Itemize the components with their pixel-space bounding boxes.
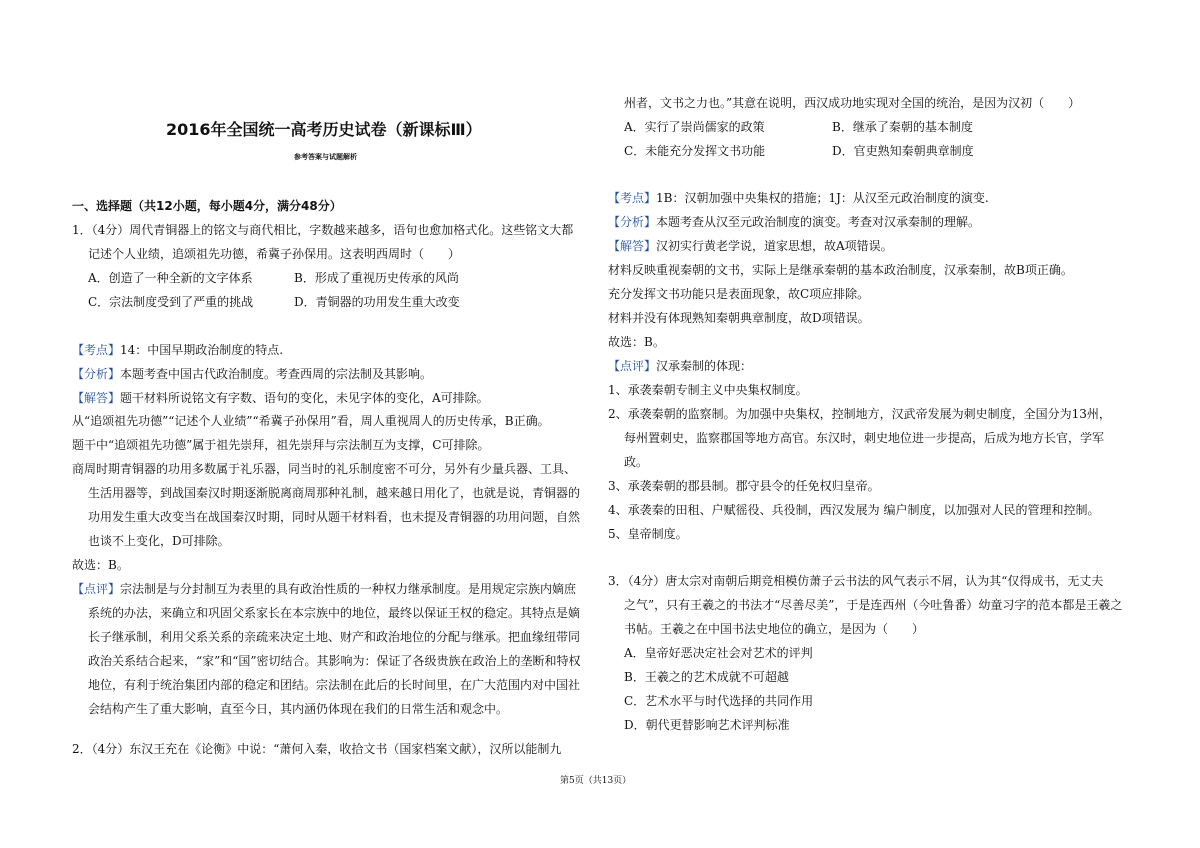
page-subtitle: 参考答案与试题解析 xyxy=(294,152,357,161)
q3-option-c: C．艺术水平与时代选择的共同作用 xyxy=(624,694,814,708)
q3-option-b: B．王羲之的艺术成就不可超越 xyxy=(624,670,789,684)
fenxi-tag: 【分析】 xyxy=(608,215,657,229)
q2-fenxi: 【分析】本题考查从汉至元政治制度的演变。考查对汉承秦制的理解。 xyxy=(608,215,981,229)
q1-analysis-b: 从“追颂祖先功德”“记述个人业绩”“希冀子孙保用”看，周人重视周人的历史传承，B正确。 xyxy=(72,414,550,428)
fenxi-tag: 【分析】 xyxy=(72,367,121,381)
q1-analysis-c: 题干中“追颂祖先功德”属于祖先崇拜，祖先崇拜与宗法制互为支撑，C可排除。 xyxy=(72,438,490,452)
q2-option-c: C．未能充分发挥文书功能 xyxy=(624,144,766,158)
q1-dianping-line6: 会结构产生了重大影响，直至今日，其内涵仍体现在我们的日常生活和观念中。 xyxy=(88,702,509,716)
jieda-tag: 【解答】 xyxy=(608,239,657,253)
q3-stem-line2: 之气”，只有王羲之的书法才“尽善尽美”，于是连西州（今吐鲁番）幼童习字的范本都是王羲之 xyxy=(624,598,1123,612)
q2-point-2-line3: 政。 xyxy=(624,455,649,469)
q2-stem-line1: 2．（4分）东汉王充在《论衡》中说：“萧何入秦，收拾文书（国家档案文献），汉所以能制九 xyxy=(72,742,562,756)
jieda-tag: 【解答】 xyxy=(72,391,121,405)
q2-stem-line2: 州者，文书之力也。”其意在说明，西汉成功地实现对全国的统治，是因为汉初（ ） xyxy=(624,96,1081,110)
q1-dianping-line2: 系统的办法，来确立和巩固父系家长在本宗族中的地位，最终以保证王权的稳定。其特点是嫡 xyxy=(88,606,581,620)
q2-point-1: 1、承袭秦朝专制主义中央集权制度。 xyxy=(608,383,808,397)
q1-kaodian: 【考点】14：中国早期政治制度的特点. xyxy=(72,343,284,357)
q1-answer: 故选：B。 xyxy=(72,558,129,572)
q2-jieda: 【解答】汉初实行黄老学说，道家思想，故A项错误。 xyxy=(608,239,893,253)
q1-dianping-line4: 政治关系结合起来，“家”和“国”密切结合。其影响为：保证了各级贵族在政治上的垄断和特权 xyxy=(88,654,581,668)
q2-kaodian: 【考点】1B：汉朝加强中央集权的措施；1J：从汉至元政治制度的演变. xyxy=(608,191,989,205)
q3-option-d: D．朝代更替影响艺术评判标准 xyxy=(624,718,790,732)
q1-stem-line1: 1．（4分）周代青铜器上的铭文与商代相比，字数越来越多，语句也愈加格式化。这些铭文大都 xyxy=(72,223,574,237)
q1-dianping-line3: 长子继承制，利用父系关系的亲疏来决定土地、财产和政治地位的分配与继承。把血缘纽带同 xyxy=(88,630,581,644)
q2-option-b: B．继承了秦朝的基本制度 xyxy=(832,120,973,134)
q1-option-a: A．创造了一种全新的文字体系 xyxy=(88,271,253,285)
q1-fenxi: 【分析】本题考查中国古代政治制度。考查西周的宗法制及其影响。 xyxy=(72,367,433,381)
q2-option-a: A．实行了崇尚儒家的政策 xyxy=(624,120,765,134)
q2-answer: 故选：B。 xyxy=(608,335,665,349)
q2-option-d: D．官吏熟知秦朝典章制度 xyxy=(832,144,974,158)
q2-dianping: 【点评】汉承秦制的体现： xyxy=(608,359,753,373)
q3-stem-line3: 书帖。王羲之在中国书法史地位的确立，是因为（ ） xyxy=(624,622,925,636)
dianping-tag: 【点评】 xyxy=(608,359,657,373)
q2-point-5: 5、皇帝制度。 xyxy=(608,527,688,541)
q1-stem-line2: 记述个人业绩，追颂祖先功德，希冀子孙保用。这表明西周时（ ） xyxy=(88,247,461,261)
kaodian-tag: 【考点】 xyxy=(608,191,657,205)
dianping-tag: 【点评】 xyxy=(72,582,121,596)
q1-analysis-d3: 功用发生重大改变当在战国秦汉时期，同时从题干材料看，也未提及青铜器的功用问题，自然 xyxy=(88,510,581,524)
q1-option-b: B．形成了重视历史传承的风尚 xyxy=(294,271,459,285)
q3-stem-line1: 3．（4分）唐太宗对南朝后期竞相模仿萧子云书法的风气表示不屑，认为其“仅得成书，无丈夫 xyxy=(608,574,1104,588)
q1-analysis-d1: 商周时期青铜器的功用多数属于礼乐器，同当时的礼乐制度密不可分，另外有少量兵器、工具、 xyxy=(72,462,577,476)
section-heading: 一、选择题（共12小题，每小题4分，满分48分） xyxy=(72,199,342,213)
page-title: 2016年全国统一高考历史试卷（新课标Ⅲ） xyxy=(166,120,482,139)
q2-analysis-c: 充分发挥文书功能只是表面现象，故C项应排除。 xyxy=(608,287,870,301)
q1-analysis-d2: 生活用器等，到战国秦汉时期逐渐脱离商周那种礼制，越来越日用化了，也就是说，青铜器的 xyxy=(88,486,581,500)
q1-option-d: D．青铜器的功用发生重大改变 xyxy=(294,295,460,309)
kaodian-tag: 【考点】 xyxy=(72,343,121,357)
q1-option-c: C．宗法制度受到了严重的挑战 xyxy=(88,295,254,309)
q2-point-3: 3、承袭秦朝的郡县制。郡守县令的任免权归皇帝。 xyxy=(608,479,880,493)
q3-option-a: A．皇帝好恶决定社会对艺术的评判 xyxy=(624,646,813,660)
q2-analysis-d: 材料并没有体现熟知秦朝典章制度，故D项错误。 xyxy=(608,311,870,325)
q1-analysis-d4: 也谈不上变化，D可排除。 xyxy=(88,534,230,548)
q1-dianping-line5: 地位，有利于统治集团内部的稳定和团结。宗法制在此后的长时间里，在广大范围内对中国社 xyxy=(88,678,581,692)
q1-jieda: 【解答】题干材料所说铭文有字数、语句的变化，未见字体的变化，A可排除。 xyxy=(72,391,489,405)
q2-analysis-b: 材料反映重视秦朝的文书，实际上是继承秦朝的基本政治制度，汉承秦制，故B项正确。 xyxy=(608,263,1073,277)
page-footer: 第5页（共13页） xyxy=(560,776,632,786)
q2-point-2-line2: 每州置刺史，监察郡国等地方高官。东汉时，刺史地位进一步提高，后成为地方长官，学军 xyxy=(624,431,1105,445)
q2-point-2: 2、承袭秦朝的监察制。为加强中央集权，控制地方，汉武帝发展为刺史制度，全国分为13州， xyxy=(608,407,1111,421)
q2-point-4: 4、承袭秦的田租、户赋徭役、兵役制，西汉发展为 编户制度，以加强对人民的管理和控制。 xyxy=(608,503,1100,517)
q1-dianping: 【点评】宗法制是与分封制互为表里的具有政治性质的一种权力继承制度。是用规定宗族内嫡庶 xyxy=(72,582,577,596)
